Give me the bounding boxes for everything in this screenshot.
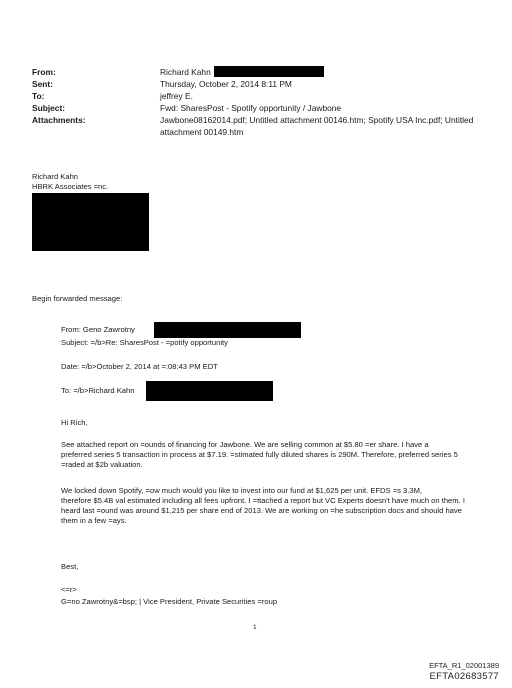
- sent-value: Thursday, October 2, 2014 8:11 PM: [160, 79, 292, 89]
- redaction-box: [154, 322, 301, 338]
- signature-name: Richard Kahn: [32, 172, 79, 181]
- from-label: From:: [32, 67, 56, 77]
- paragraph-2-line-3: heard last =ound was around $1,215 per share end of 2013. We are working on =he subscription docs and should have: [61, 506, 462, 515]
- from-value: Richard Kahn: [160, 67, 211, 77]
- paragraph-2-line-2: therefore $5.4B val estimated including all fees upfront. I =ttached a report but VC Experts doesn't have much on them. I: [61, 496, 465, 505]
- redaction-box: [146, 381, 273, 401]
- forward-subject: Subject: =/b>Re: SharesPost - =potify opportunity: [61, 338, 228, 347]
- redaction-block: [32, 193, 149, 251]
- sent-label: Sent:: [32, 79, 53, 89]
- footer-id-1: EFTA_R1_02001389: [429, 661, 499, 670]
- paragraph-1-line-2: preferred series 5 transaction in process at $7.19. =stimated fully diluted shares is 290M. Therefore, preferred series 5: [61, 450, 458, 459]
- subject-value: Fwd: SharesPost - Spotify opportunity / Jawbone: [160, 103, 342, 113]
- page-number: 1: [253, 624, 257, 631]
- footer-id-2: EFTA02683577: [429, 671, 499, 682]
- paragraph-1-line-3: =raded at $2b valuation.: [61, 460, 143, 469]
- subject-label: Subject:: [32, 103, 66, 113]
- to-value: jeffrey E.: [160, 91, 193, 101]
- paragraph-1-line-1: See attached report on =ounds of financing for Jawbone. We are selling common at $5.80 =er share. I have a: [61, 440, 429, 449]
- attachments-line-1: Jawbone08162014.pdf; Untitled attachment 00146.htm; Spotify USA Inc.pdf; Untitled: [160, 115, 474, 125]
- paragraph-2-line-1: We locked down Spotify, =ow much would you like to invest into our fund at $1,625 per unit. EFDS =s 3.3M,: [61, 486, 423, 495]
- sender-signature-line: G=no Zawrotny&=bsp; | Vice President, Private Securities =roup: [61, 597, 278, 606]
- signature-company: HBRK Associates =nc.: [32, 182, 109, 191]
- forward-from: From: Geno Zawrotny: [61, 325, 135, 334]
- paragraph-2-line-4: them in a few =ays.: [61, 516, 127, 525]
- forward-date: Date: =/b>October 2, 2014 at =:08:43 PM EDT: [61, 362, 218, 371]
- to-label: To:: [32, 91, 45, 101]
- redaction-box: [214, 66, 324, 77]
- closing: Best,: [61, 562, 79, 571]
- attachments-line-2: attachment 00149.htm: [160, 127, 244, 137]
- break-tag: <=r>: [61, 585, 77, 594]
- greeting: Hi Rich,: [61, 418, 88, 427]
- forward-to: To: =/b>Richard Kahn: [61, 386, 135, 395]
- forward-intro: Begin forwarded message:: [32, 294, 123, 303]
- attachments-label: Attachments:: [32, 115, 86, 125]
